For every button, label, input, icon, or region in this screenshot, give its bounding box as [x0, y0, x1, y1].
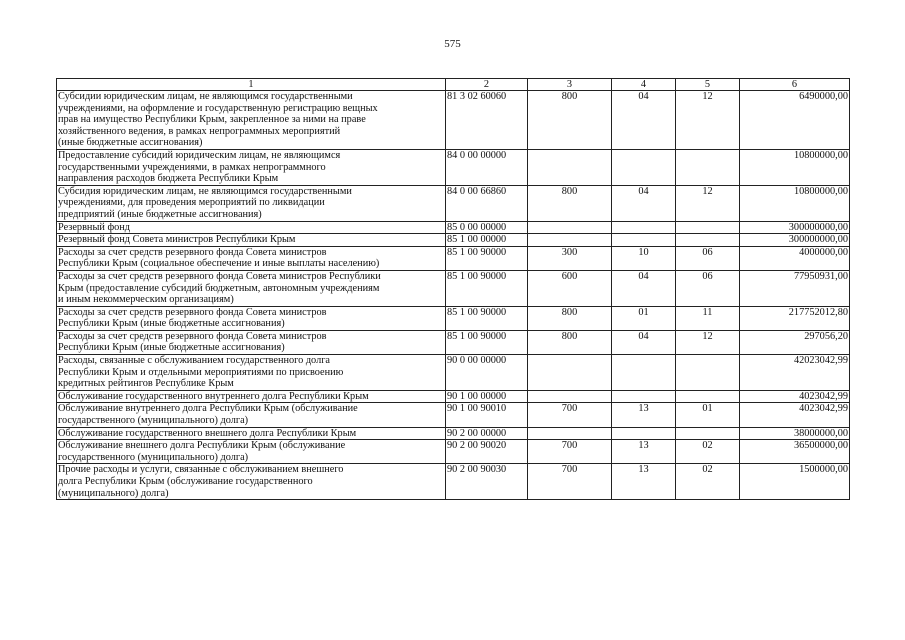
row-name-line: Республики Крым (иные бюджетные ассигнования) — [58, 342, 285, 354]
row-name-line: Республики Крым и отдельными мероприятиями по присвоению — [58, 366, 344, 378]
row-col3-cell — [528, 234, 612, 247]
row-code-cell: 85 1 00 90000 — [446, 306, 528, 330]
row-name-cell — [57, 221, 446, 234]
table-row — [57, 185, 850, 221]
row-name-line: Расходы за счет средств резервного фонда Совета министров Республики — [58, 270, 381, 282]
row-code-cell: 85 1 00 90000 — [446, 330, 528, 354]
row-name-line: прав на имущество Республики Крым, закрепленное за ними на праве — [58, 114, 366, 126]
row-name-line: учреждениями, на оформление и государственную регистрацию вещных — [58, 102, 378, 114]
table-row — [57, 246, 850, 270]
row-name-line: учреждениями, для проведения мероприятий по ликвидации — [58, 197, 325, 209]
header-col-1: 1 — [57, 79, 446, 91]
row-name-line: Прочие расходы и услуги, связанные с обслуживанием внешнего — [58, 464, 344, 476]
budget-table — [56, 78, 850, 500]
row-col4-cell: 04 — [612, 91, 676, 150]
row-col4-cell — [612, 427, 676, 440]
page-number: 575 — [444, 38, 461, 50]
row-name-line: государственного (муниципального) долга) — [58, 451, 249, 463]
row-name-line: Республики Крым (иные бюджетные ассигнования) — [58, 318, 285, 330]
row-name-line: хозяйственного ведения, в рамках непрограммных мероприятий — [58, 125, 341, 137]
row-name-line: Обслуживание внешнего долга Республики Крым (обслуживание — [58, 440, 346, 452]
row-col5-cell: 12 — [676, 185, 740, 221]
row-col3-cell: 600 — [528, 270, 612, 306]
row-code-cell: 90 2 00 90030 — [446, 464, 528, 500]
table-row — [57, 355, 850, 391]
row-col4-cell: 13 — [612, 440, 676, 464]
row-col5-cell — [676, 390, 740, 403]
row-col5-cell: 02 — [676, 464, 740, 500]
row-col3-cell: 700 — [528, 440, 612, 464]
row-name-line: государственного (муниципального) долга) — [58, 415, 249, 427]
row-amount-cell: 10800000,00 — [740, 149, 850, 185]
row-name-line: Предоставление субсидий юридическим лицам, не являющимся — [58, 149, 341, 161]
row-amount-cell: 77950931,00 — [740, 270, 850, 306]
row-col3-cell: 700 — [528, 403, 612, 427]
row-name-line: направления расходов бюджета Республики Крым — [58, 173, 279, 185]
row-col3-cell — [528, 355, 612, 391]
table-row — [57, 390, 850, 403]
row-code-cell: 85 1 00 90000 — [446, 246, 528, 270]
row-code-cell: 85 0 00 00000 — [446, 221, 528, 234]
table-row — [57, 330, 850, 354]
row-amount-cell: 36500000,00 — [740, 440, 850, 464]
table-row — [57, 149, 850, 185]
row-col4-cell: 04 — [612, 185, 676, 221]
row-name-line: Расходы за счет средств резервного фонда Совета министров — [58, 246, 327, 258]
table-row — [57, 221, 850, 234]
row-code-cell: 90 1 00 90010 — [446, 403, 528, 427]
row-col4-cell — [612, 390, 676, 403]
row-name-cell — [57, 91, 446, 150]
row-name-cell — [57, 403, 446, 427]
row-name-cell — [57, 306, 446, 330]
row-amount-cell: 38000000,00 — [740, 427, 850, 440]
row-col4-cell — [612, 234, 676, 247]
row-col5-cell — [676, 427, 740, 440]
row-col5-cell: 11 — [676, 306, 740, 330]
row-name-cell — [57, 149, 446, 185]
row-name-line: и иным некоммерческим организациям) — [58, 294, 234, 306]
row-name-line: Расходы за счет средств резервного фонда Совета министров — [58, 330, 327, 342]
row-name-cell — [57, 390, 446, 403]
header-col-2: 2 — [446, 79, 528, 91]
row-name-cell — [57, 234, 446, 247]
row-name-cell — [57, 246, 446, 270]
row-name-line: Резервный фонд Совета министров Республики Крым — [58, 234, 296, 246]
row-code-cell: 90 2 00 90020 — [446, 440, 528, 464]
row-amount-cell: 10800000,00 — [740, 185, 850, 221]
row-col4-cell — [612, 149, 676, 185]
table-row — [57, 440, 850, 464]
row-code-cell: 85 1 00 90000 — [446, 270, 528, 306]
table-row — [57, 270, 850, 306]
row-name-line: государственными учреждениями, в рамках непрограммного — [58, 161, 326, 173]
row-col5-cell: 02 — [676, 440, 740, 464]
row-col4-cell: 10 — [612, 246, 676, 270]
row-name-cell — [57, 330, 446, 354]
row-col5-cell: 01 — [676, 403, 740, 427]
header-row — [57, 79, 850, 91]
row-name-line: Крым (предоставление субсидий бюджетным, автономным учреждениям — [58, 282, 380, 294]
row-name-line: Обслуживание внутреннего долга Республики Крым (обслуживание — [58, 403, 358, 415]
row-amount-cell: 297056,20 — [740, 330, 850, 354]
table-row — [57, 427, 850, 440]
row-col4-cell — [612, 221, 676, 234]
row-name-line: Расходы за счет средств резервного фонда Совета министров — [58, 306, 327, 318]
row-col3-cell — [528, 149, 612, 185]
row-code-cell: 90 2 00 00000 — [446, 427, 528, 440]
row-code-cell: 90 1 00 00000 — [446, 390, 528, 403]
row-name-cell — [57, 355, 446, 391]
header-col-6: 6 — [740, 79, 850, 91]
row-col4-cell: 04 — [612, 270, 676, 306]
row-col4-cell — [612, 355, 676, 391]
row-amount-cell: 6490000,00 — [740, 91, 850, 150]
row-name-cell — [57, 427, 446, 440]
header-col-3: 3 — [528, 79, 612, 91]
row-col4-cell: 13 — [612, 464, 676, 500]
row-amount-cell: 4023042,99 — [740, 390, 850, 403]
row-name-line: Расходы, связанные с обслуживанием государственного долга — [58, 355, 331, 367]
row-name-line: Субсидия юридическим лицам, не являющимся государственными — [58, 185, 352, 197]
row-amount-cell: 300000000,00 — [740, 221, 850, 234]
table-row — [57, 403, 850, 427]
header-col-5: 5 — [676, 79, 740, 91]
row-col3-cell: 700 — [528, 464, 612, 500]
row-name-cell — [57, 270, 446, 306]
row-col4-cell: 13 — [612, 403, 676, 427]
row-name-line: кредитных рейтингов Республике Крым — [58, 378, 234, 390]
row-col3-cell: 800 — [528, 306, 612, 330]
row-col3-cell: 800 — [528, 91, 612, 150]
row-amount-cell: 1500000,00 — [740, 464, 850, 500]
row-code-cell: 90 0 00 00000 — [446, 355, 528, 391]
row-name-cell — [57, 185, 446, 221]
row-amount-cell: 42023042,99 — [740, 355, 850, 391]
header-col-4: 4 — [612, 79, 676, 91]
table-header — [57, 79, 850, 91]
row-name-line: (иные бюджетные ассигнования) — [58, 137, 203, 149]
row-name-line: долга Республики Крым (обслуживание государственного — [58, 476, 313, 487]
row-name-line: (муниципального) долга) — [58, 487, 169, 499]
row-name-line: Субсидии юридическим лицам, не являющимся государственными — [58, 91, 353, 102]
row-col5-cell — [676, 149, 740, 185]
row-col3-cell — [528, 221, 612, 234]
row-name-cell — [57, 440, 446, 464]
row-col5-cell — [676, 355, 740, 391]
row-amount-cell: 4023042,99 — [740, 403, 850, 427]
row-col5-cell — [676, 221, 740, 234]
row-code-cell: 81 3 02 60060 — [446, 91, 528, 150]
row-col5-cell: 12 — [676, 91, 740, 150]
row-col5-cell: 12 — [676, 330, 740, 354]
row-col4-cell: 04 — [612, 330, 676, 354]
row-name-line: предприятий (иные бюджетные ассигнования) — [58, 208, 262, 220]
row-col4-cell: 01 — [612, 306, 676, 330]
table-row — [57, 464, 850, 500]
table-row — [57, 234, 850, 247]
row-col3-cell: 800 — [528, 185, 612, 221]
row-col3-cell — [528, 390, 612, 403]
row-col3-cell: 800 — [528, 330, 612, 354]
table-body — [57, 91, 850, 500]
row-col3-cell — [528, 427, 612, 440]
row-amount-cell: 217752012,80 — [740, 306, 850, 330]
table-row — [57, 91, 850, 150]
row-amount-cell: 4000000,00 — [740, 246, 850, 270]
row-name-line: Республики Крым (социальное обеспечение и иные выплаты населению) — [58, 258, 380, 270]
row-name-line: Обслуживание государственного внутреннего долга Республики Крым — [58, 390, 369, 402]
row-name-cell — [57, 464, 446, 500]
row-col5-cell — [676, 234, 740, 247]
row-col5-cell: 06 — [676, 270, 740, 306]
row-code-cell: 84 0 00 00000 — [446, 149, 528, 185]
row-name-line: Обслуживание государственного внешнего долга Республики Крым — [58, 427, 357, 439]
row-name-line: Резервный фонд — [58, 221, 131, 233]
row-col5-cell: 06 — [676, 246, 740, 270]
row-amount-cell: 300000000,00 — [740, 234, 850, 247]
table-row — [57, 306, 850, 330]
row-col3-cell: 300 — [528, 246, 612, 270]
row-code-cell: 85 1 00 00000 — [446, 234, 528, 247]
row-code-cell: 84 0 00 66860 — [446, 185, 528, 221]
